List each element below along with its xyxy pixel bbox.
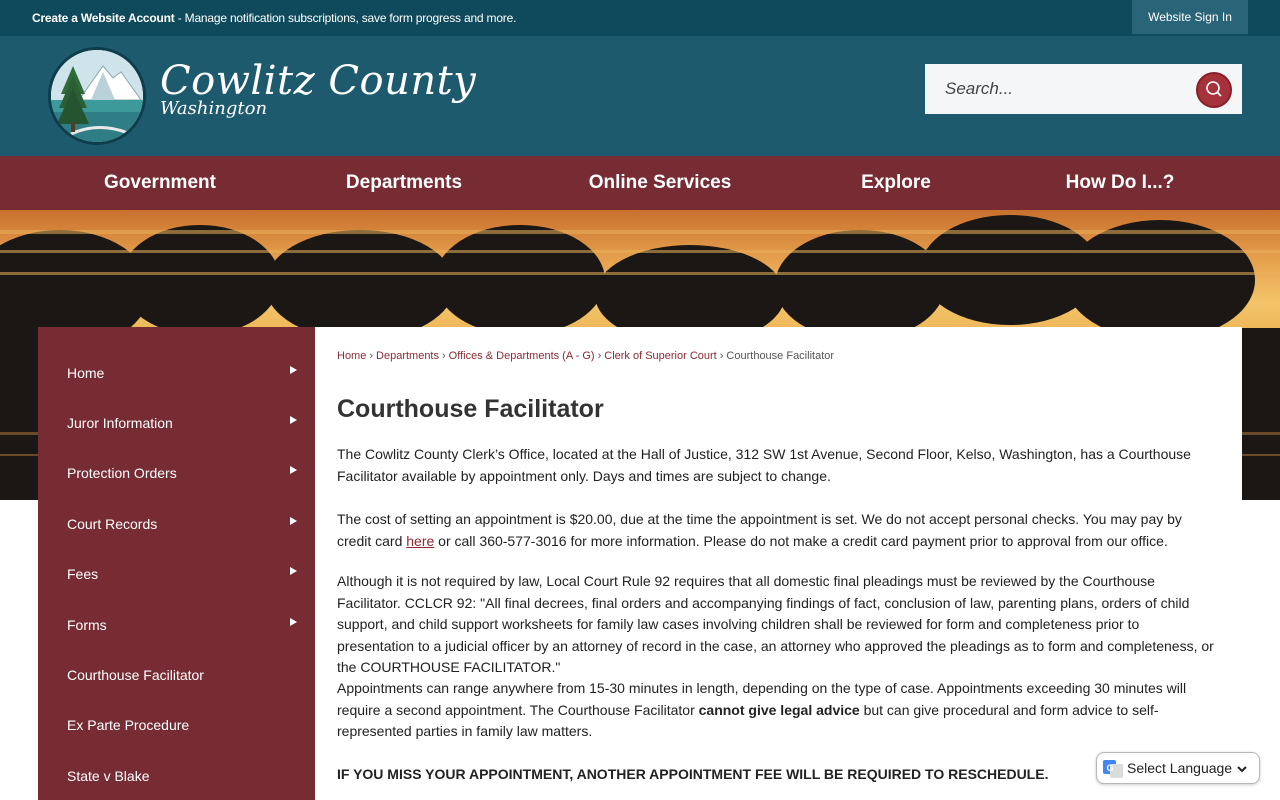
- state-name: Washington: [160, 98, 268, 119]
- sidebar-item-label: Ex Parte Procedure: [67, 717, 190, 733]
- breadcrumb-departments[interactable]: Departments: [376, 350, 439, 362]
- sidebar-item-label: Protection Orders: [67, 465, 177, 481]
- cost-text-continued: or call 360-577-3016 for more information. Please do not make a credit card payment prior to approval from our office.: [434, 532, 1168, 549]
- svg-text:G: G: [1106, 763, 1114, 773]
- county-seal-logo[interactable]: [48, 47, 146, 145]
- page-title: Courthouse Facilitator: [337, 395, 604, 423]
- cost-text: The cost of setting an appointment is $20.00, due at the time the appointment is set. We do not accept personal checks. You may pay by credit card: [337, 511, 1182, 549]
- sidebar-item-ex-parte-procedure[interactable]: [38, 700, 315, 750]
- sidebar-item-label: Juror Information: [67, 415, 173, 431]
- nav-departments[interactable]: Departments: [345, 172, 463, 193]
- breadcrumb: [337, 350, 834, 362]
- sidebar-item-forms[interactable]: [38, 600, 315, 650]
- chevron-down-icon: [1235, 762, 1249, 776]
- sidebar-item-label: Court Records: [67, 516, 158, 532]
- select-language-label: Select Language: [1127, 760, 1233, 776]
- breadcrumb-separator: ›: [369, 350, 374, 362]
- triangle-right-icon[interactable]: [290, 466, 297, 474]
- search-box: [925, 64, 1242, 114]
- nav-how-do-i[interactable]: How Do I...?: [1065, 172, 1175, 193]
- sidebar-item-fees[interactable]: [38, 549, 315, 599]
- create-account-description: - Manage notification subscriptions, save form progress and more.: [174, 11, 517, 25]
- nav-online-services[interactable]: Online Services: [588, 172, 732, 193]
- nav-explore[interactable]: Explore: [861, 172, 931, 193]
- breadcrumb-home[interactable]: Home: [337, 350, 367, 362]
- payment-link[interactable]: here: [406, 532, 435, 549]
- main-content: [315, 327, 1242, 800]
- sidebar-item-state-v-blake[interactable]: [38, 751, 315, 800]
- website-sign-in-button[interactable]: Website Sign In: [1132, 0, 1248, 34]
- legal-advice-warning: cannot give legal advice: [698, 701, 860, 718]
- site-header: [0, 36, 1280, 156]
- sidebar-item-label: Courthouse Facilitator: [67, 667, 204, 683]
- nav-government[interactable]: Government: [104, 172, 216, 193]
- sidebar-item-label: State v Blake: [67, 768, 150, 784]
- site-logo-text[interactable]: [160, 58, 476, 118]
- sidebar-item-courthouse-facilitator[interactable]: [38, 650, 315, 700]
- triangle-right-icon[interactable]: [290, 366, 297, 374]
- sidebar-menu: [38, 327, 315, 800]
- cost-paragraph: [337, 509, 1219, 552]
- county-name: Cowlitz County: [160, 58, 477, 104]
- create-account-notice: [32, 11, 516, 25]
- utility-bar: [0, 0, 1280, 36]
- sidebar-item-label: Forms: [67, 617, 107, 633]
- create-account-link[interactable]: Create a Website Account: [32, 11, 175, 25]
- breadcrumb-separator: ›: [442, 350, 446, 362]
- appointment-length-paragraph: [337, 678, 1219, 743]
- sidebar-item-juror-information[interactable]: [38, 398, 315, 448]
- search-button[interactable]: [1196, 72, 1232, 108]
- sidebar-item-court-records[interactable]: [38, 499, 315, 549]
- search-icon: [1198, 74, 1230, 106]
- breadcrumb-current: Courthouse Facilitator: [726, 350, 835, 362]
- intro-paragraph: The Cowlitz County Clerk’s Office, located at the Hall of Justice, 312 SW 1st Avenue, Second Floor, Kelso, Washington, has a Courthouse Facilitator available by appointment only. Days and times are subject to change.: [337, 446, 1191, 484]
- triangle-right-icon[interactable]: [290, 416, 297, 424]
- sidebar-item-home[interactable]: [38, 348, 315, 398]
- triangle-right-icon[interactable]: [290, 517, 297, 525]
- main-navigation: [0, 156, 1280, 210]
- triangle-right-icon[interactable]: [290, 618, 297, 626]
- appointment-text-continued: but can give procedural and form advice to self-represented parties in family law matters.: [337, 701, 1159, 740]
- sidebar-item-label: Fees: [67, 566, 99, 582]
- search-input[interactable]: [925, 64, 1195, 114]
- missed-appointment-notice: IF YOU MISS YOUR APPOINTMENT, ANOTHER APPOINTMENT FEE WILL BE REQUIRED TO RESCHEDULE.: [337, 766, 1049, 782]
- court-rule-paragraph: Although it is not required by law, Local Court Rule 92 requires that all domestic final pleadings must be reviewed by the Courthouse Facilitator. CCLCR 92: "All final decrees, final orders and accompanying findings of fact, conclusion of law, parenting plans, orders of child support, and child support worksheets for family law cases involving children shall be reviewed for form and completeness prior to presentation to a judicial officer by an attorney of record in the case, an attorney who approved the pleadings as to form and completeness, or the COURTHOUSE FACILITATOR.": [337, 573, 1214, 676]
- triangle-right-icon[interactable]: [290, 567, 297, 575]
- sidebar-item-label: Home: [67, 365, 105, 381]
- language-selector[interactable]: [1096, 752, 1260, 784]
- breadcrumb-separator: ›: [597, 350, 602, 362]
- sidebar-item-protection-orders[interactable]: [38, 448, 315, 498]
- breadcrumb-offices-departments[interactable]: Offices & Departments (A - G): [448, 350, 595, 362]
- breadcrumb-clerk[interactable]: Clerk of Superior Court: [604, 350, 717, 362]
- breadcrumb-separator: ›: [719, 350, 724, 362]
- appointment-text: Appointments can range anywhere from 15-30 minutes in length, depending on the type of case. Appointments exceeding 30 minutes will require a second appointment. The Courthouse Facilitator: [337, 680, 1187, 718]
- google-translate-icon: [1103, 760, 1123, 778]
